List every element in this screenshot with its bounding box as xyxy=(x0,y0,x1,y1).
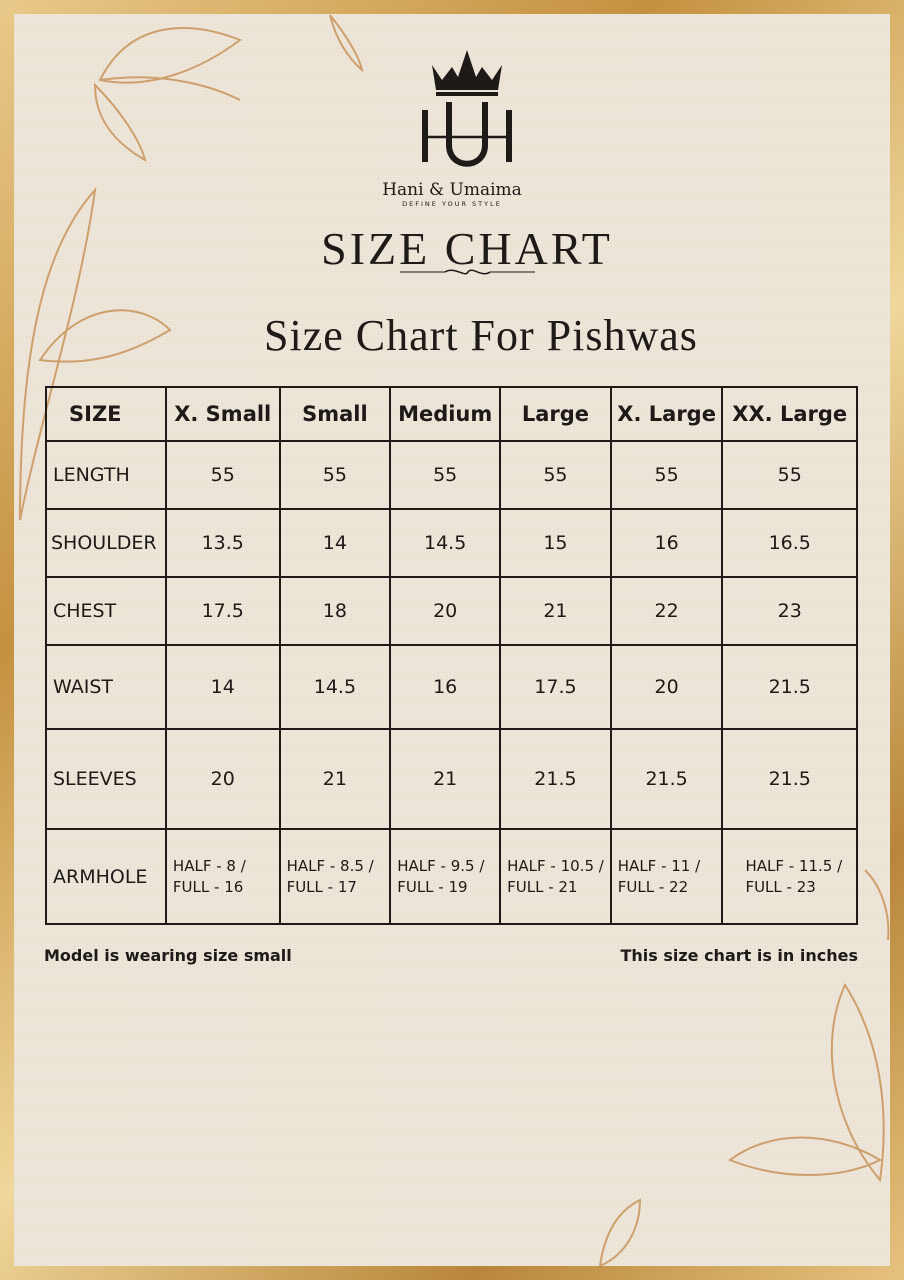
row-label: ARMHOLE xyxy=(46,829,166,924)
table-header-row xyxy=(46,387,857,441)
brand-name: Hani & Umaima xyxy=(382,180,522,200)
table-cell: 18 xyxy=(280,577,391,645)
table-cell: HALF - 9.5 / FULL - 19 xyxy=(390,829,500,924)
table-cell: HALF - 11 / FULL - 22 xyxy=(611,829,723,924)
table-cell: 55 xyxy=(611,441,723,509)
table-cell: 14.5 xyxy=(280,645,391,729)
table-cell: 23 xyxy=(722,577,857,645)
row-label: CHEST xyxy=(46,577,166,645)
page-subtitle: Size Chart For Pishwas xyxy=(264,311,698,360)
table-cell: 16 xyxy=(611,509,723,577)
table-cell: 14 xyxy=(166,645,280,729)
table-cell: 14 xyxy=(280,509,391,577)
row-label: SLEEVES xyxy=(46,729,166,829)
model-size-note: Model is wearing size small xyxy=(44,946,292,965)
table-cell: 21.5 xyxy=(722,729,857,829)
table-cell: 21 xyxy=(280,729,391,829)
table-cell: 55 xyxy=(390,441,500,509)
table-cell: 17.5 xyxy=(500,645,611,729)
table-cell: 55 xyxy=(166,441,280,509)
table-cell: 15 xyxy=(500,509,611,577)
units-note: This size chart is in inches xyxy=(620,946,858,965)
table-cell: 22 xyxy=(611,577,723,645)
header-cell: XX. Large xyxy=(722,387,857,441)
table-cell: 21 xyxy=(500,577,611,645)
table-cell: 13.5 xyxy=(166,509,280,577)
brand-logo xyxy=(412,45,522,170)
table-cell: 55 xyxy=(500,441,611,509)
table-cell: 20 xyxy=(611,645,723,729)
table-cell: HALF - 11.5 / FULL - 23 xyxy=(722,829,857,924)
row-label: WAIST xyxy=(46,645,166,729)
header-cell: X. Small xyxy=(166,387,280,441)
table-row xyxy=(46,509,857,577)
header-cell: SIZE xyxy=(46,387,166,441)
table-cell: 16 xyxy=(390,645,500,729)
header-cell: X. Large xyxy=(611,387,723,441)
row-label: SHOULDER xyxy=(46,509,166,577)
table-cell: 21.5 xyxy=(500,729,611,829)
table-row xyxy=(46,441,857,509)
ornament-divider-icon xyxy=(400,266,535,278)
table-cell: HALF - 10.5 / FULL - 21 xyxy=(500,829,611,924)
table-row xyxy=(46,829,857,924)
header-cell: Medium xyxy=(390,387,500,441)
table-cell: 21.5 xyxy=(722,645,857,729)
page-title: SIZE CHART xyxy=(321,223,613,274)
table-cell: 21 xyxy=(390,729,500,829)
table-cell: 21.5 xyxy=(611,729,723,829)
table-cell: 55 xyxy=(280,441,391,509)
header-cell: Large xyxy=(500,387,611,441)
table-row xyxy=(46,577,857,645)
size-chart-table xyxy=(45,386,858,925)
header-cell: Small xyxy=(280,387,391,441)
brand-tagline: DEFINE YOUR STYLE xyxy=(402,200,502,208)
table-cell: 14.5 xyxy=(390,509,500,577)
table-cell: 17.5 xyxy=(166,577,280,645)
table-cell: HALF - 8 / FULL - 16 xyxy=(166,829,280,924)
table-cell: HALF - 8.5 / FULL - 17 xyxy=(280,829,391,924)
table-cell: 16.5 xyxy=(722,509,857,577)
table-row xyxy=(46,645,857,729)
table-row xyxy=(46,729,857,829)
row-label: LENGTH xyxy=(46,441,166,509)
table-cell: 55 xyxy=(722,441,857,509)
table-cell: 20 xyxy=(390,577,500,645)
table-cell: 20 xyxy=(166,729,280,829)
